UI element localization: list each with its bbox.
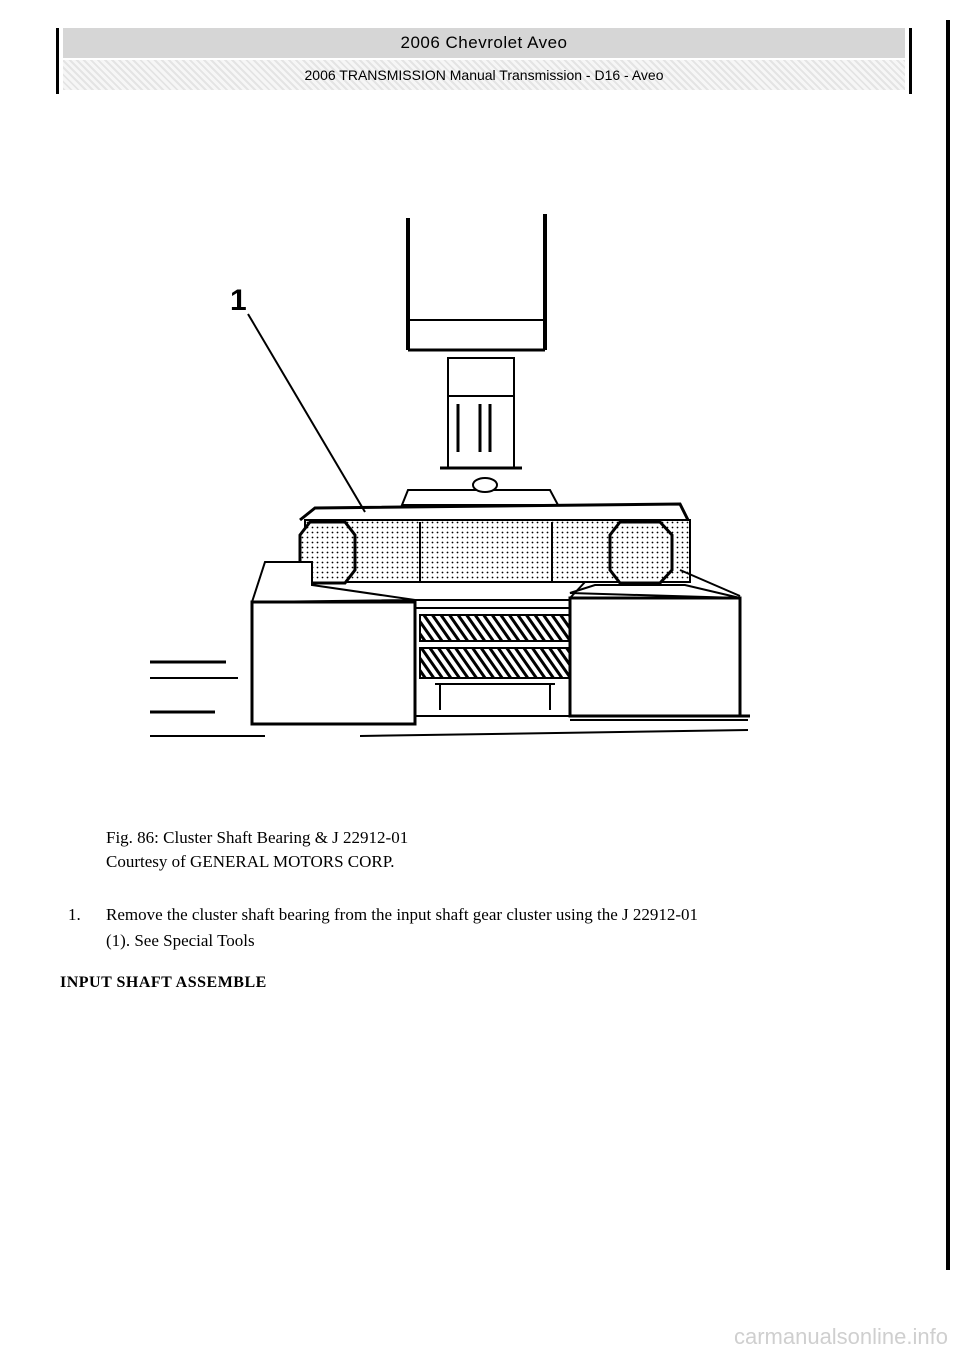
page-header — [56, 28, 912, 94]
watermark: carmanualsonline.info — [733, 1324, 948, 1349]
section-heading: INPUT SHAFT ASSEMBLE — [60, 974, 267, 991]
procedure-step — [68, 902, 898, 954]
page-edge-rule — [946, 20, 950, 1270]
document-title: 2006 Chevrolet Aveo — [63, 28, 905, 58]
caption-courtesy: Courtesy of GENERAL MOTORS CORP. — [106, 852, 395, 871]
figure-caption — [106, 826, 408, 874]
step-text-line: (1). See Special Tools — [106, 931, 255, 950]
step-text-line: Remove the cluster shaft bearing from the input shaft gear cluster using the J 22912-01 — [106, 905, 699, 924]
step-number: 1. — [68, 905, 81, 924]
callout-label: 1 — [230, 284, 247, 317]
step-text — [106, 902, 698, 954]
document-subtitle: 2006 TRANSMISSION Manual Transmission - D16 - Aveo — [63, 60, 905, 90]
cluster-shaft-bearing-illustration — [140, 200, 760, 760]
caption-title: Fig. 86: Cluster Shaft Bearing & J 22912-01 — [106, 828, 409, 847]
